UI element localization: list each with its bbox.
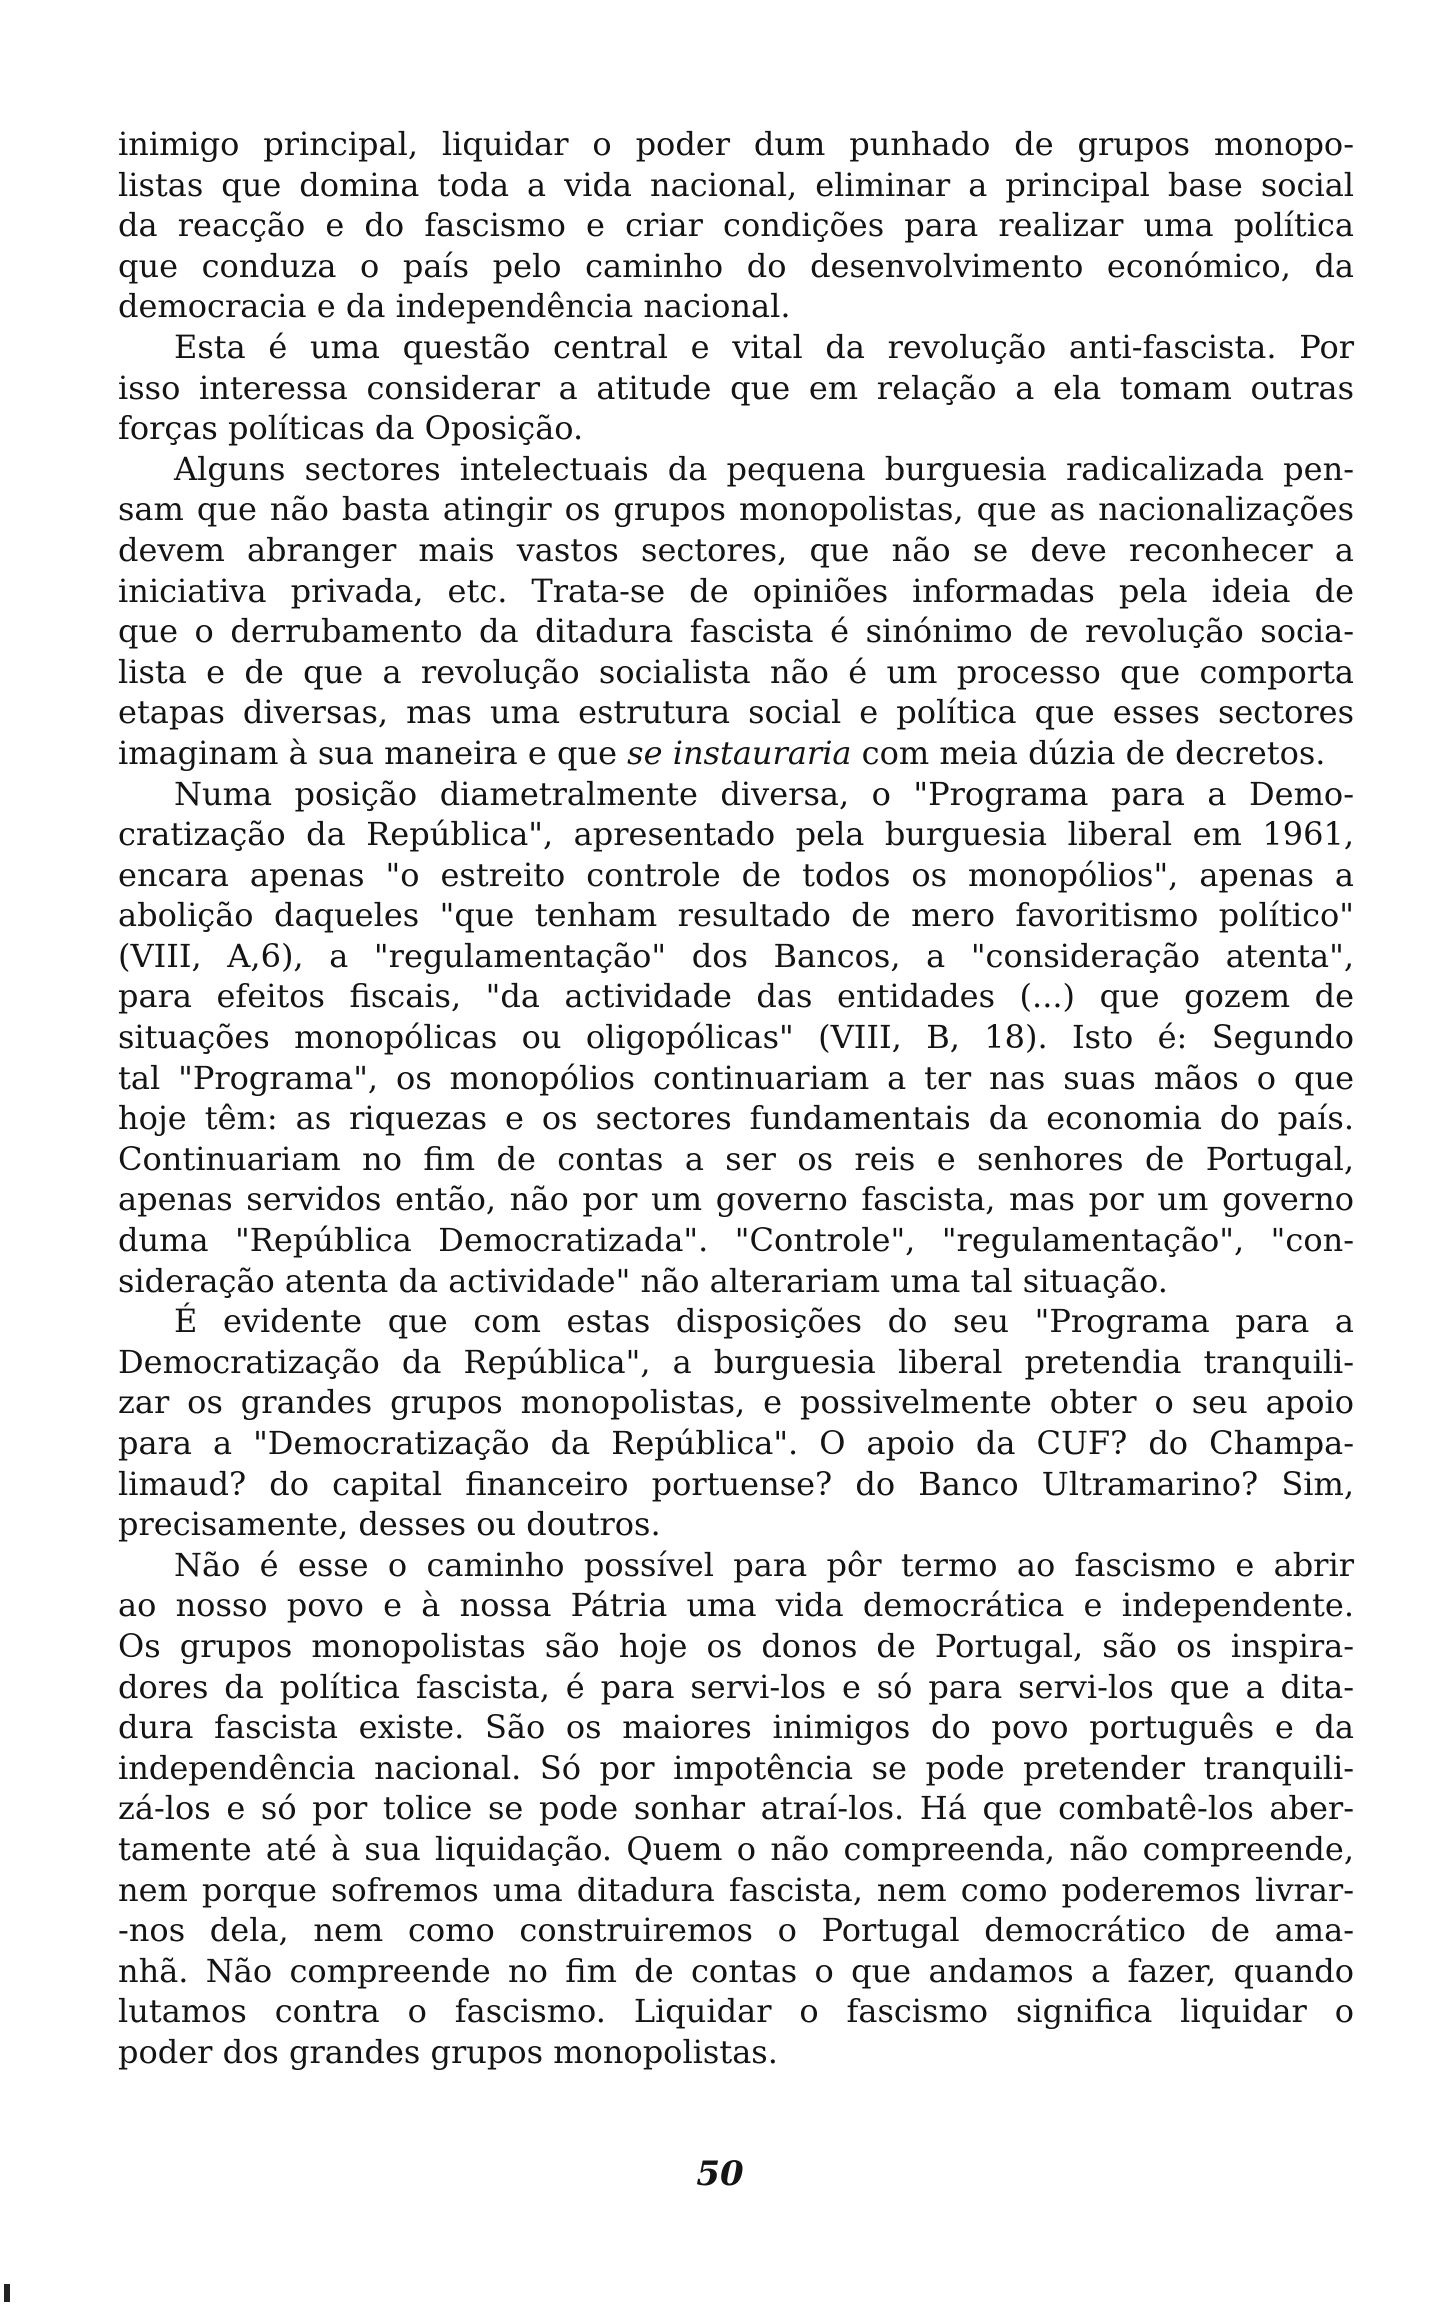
text-line: devem abranger mais vastos sectores, que não se deve reconhecer a: [118, 530, 1354, 569]
text-line: para a "Democratização da República". O apoio da CUF? do Champa-: [118, 1424, 1354, 1462]
text-line: precisamente, desses ou doutros.: [118, 1505, 661, 1544]
text-line: tamente até à sua liquidação. Quem o não compreenda, não compreende,: [118, 1829, 1354, 1868]
text-line: listas que domina toda a vida nacional, eliminar a principal base social: [118, 165, 1354, 204]
text-line: ao nosso povo e à nossa Pátria uma vida democrática e independente.: [118, 1586, 1354, 1625]
text-line: para efeitos fiscais, "da actividade das entidades (...) que gozem de: [118, 977, 1354, 1016]
text-line: É evidente que com estas disposições do seu "Programa para a: [174, 1302, 1354, 1341]
text-line: Democratização da República", a burguesia liberal pretendia tranquili-: [118, 1342, 1354, 1381]
text-line: encara apenas "o estreito controle de todos os monopólios", apenas a: [118, 855, 1354, 894]
text-line: isso interessa considerar a atitude que em relação a ela tomam outras: [118, 368, 1354, 407]
text-line: hoje têm: as riquezas e os sectores fundamentais da economia do país.: [118, 1099, 1354, 1138]
text-line: abolição daqueles "que tenham resultado de mero favoritismo político": [118, 896, 1354, 935]
text-line: cratização da República", apresentado pela burguesia liberal em 1961,: [118, 815, 1354, 854]
text-line: apenas servidos então, não por um governo fascista, mas por um governo: [118, 1180, 1354, 1219]
text-line: zá-los e só por tolice se pode sonhar atraí-los. Há que combatê-los aber-: [118, 1789, 1354, 1828]
text-line: que conduza o país pelo caminho do desenvolvimento económico, da: [118, 246, 1354, 285]
text-line: Não é esse o caminho possível para pôr termo ao fascismo e abrir: [174, 1545, 1354, 1584]
text-line: democracia e da independência nacional.: [118, 287, 791, 326]
text-line: limaud? do capital financeiro portuense? do Banco Ultramarino? Sim,: [118, 1464, 1354, 1503]
page-number: 50: [696, 2154, 744, 2194]
scan-edge-mark: [4, 2284, 10, 2302]
text-line: iniciativa privada, etc. Trata-se de opiniões informadas pela ideia de: [118, 571, 1354, 610]
text-line: tal "Programa", os monopólios continuariam a ter nas suas mãos o que: [118, 1058, 1354, 1097]
italic-phrase: se instauraria: [627, 733, 852, 772]
text-line: zar os grandes grupos monopolistas, e possivelmente obter o seu apoio: [118, 1383, 1354, 1422]
paragraph: [118, 774, 1354, 1302]
text-line: Esta é uma questão central e vital da revolução anti-fascista. Por: [174, 327, 1354, 366]
text-line: sam que não basta atingir os grupos monopolistas, que as nacionalizações: [118, 490, 1354, 529]
text-line: independência nacional. Só por impotência se pode pretender tranquili-: [118, 1748, 1354, 1787]
text-line: forças políticas da Oposição.: [118, 409, 584, 448]
page-body: [118, 124, 1354, 2073]
text-line: Os grupos monopolistas são hoje os donos de Portugal, são os inspira-: [118, 1626, 1354, 1665]
paragraph: [118, 327, 1354, 449]
text-line: Numa posição diametralmente diversa, o "Programa para a Demo-: [174, 774, 1354, 813]
text-line: lutamos contra o fascismo. Liquidar o fascismo significa liquidar o: [118, 1992, 1354, 2031]
text-line: nhã. Não compreende no fim de contas o que andamos a fazer, quando: [118, 1951, 1354, 1990]
paragraph: [118, 1301, 1354, 1545]
text-line: sideração atenta da actividade" não alterariam uma tal situação.: [118, 1261, 1168, 1300]
text-line: lista e de que a revolução socialista não é um processo que comporta: [118, 652, 1354, 691]
text-line: que o derrubamento da ditadura fascista é sinónimo de revolução socia-: [118, 612, 1354, 651]
text-line: da reacção e do fascismo e criar condições para realizar uma política: [118, 206, 1354, 245]
text-line: dura fascista existe. São os maiores inimigos do povo português e da: [118, 1708, 1354, 1747]
text-line: imaginam à sua maneira e que se instauraria com meia dúzia de decretos.: [118, 733, 1326, 772]
text-line: inimigo principal, liquidar o poder dum punhado de grupos monopo-: [118, 125, 1354, 163]
text-line: poder dos grandes grupos monopolistas.: [118, 2032, 778, 2071]
paragraph: [118, 449, 1354, 774]
paragraph: [118, 1545, 1354, 2073]
text-line: (VIII, A,6), a "regulamentação" dos Bancos, a "consideração atenta",: [118, 936, 1354, 975]
text-line: situações monopólicas ou oligopólicas" (VIII, B, 18). Isto é: Segundo: [118, 1018, 1354, 1057]
text-line: etapas diversas, mas uma estrutura social e política que esses sectores: [118, 693, 1354, 732]
text-line: duma "República Democratizada". "Controle", "regulamentação", "con-: [118, 1221, 1354, 1260]
text-line: dores da política fascista, é para servi-los e só para servi-los que a dita-: [118, 1667, 1354, 1706]
text-line: -nos dela, nem como construiremos o Portugal democrático de ama-: [118, 1911, 1354, 1950]
paragraph: [118, 124, 1354, 327]
text-line: nem porque sofremos uma ditadura fascista, nem como poderemos livrar-: [118, 1870, 1354, 1909]
text-line: Continuariam no fim de contas a ser os reis e senhores de Portugal,: [118, 1139, 1354, 1178]
text-line: Alguns sectores intelectuais da pequena burguesia radicalizada pen-: [174, 449, 1354, 488]
